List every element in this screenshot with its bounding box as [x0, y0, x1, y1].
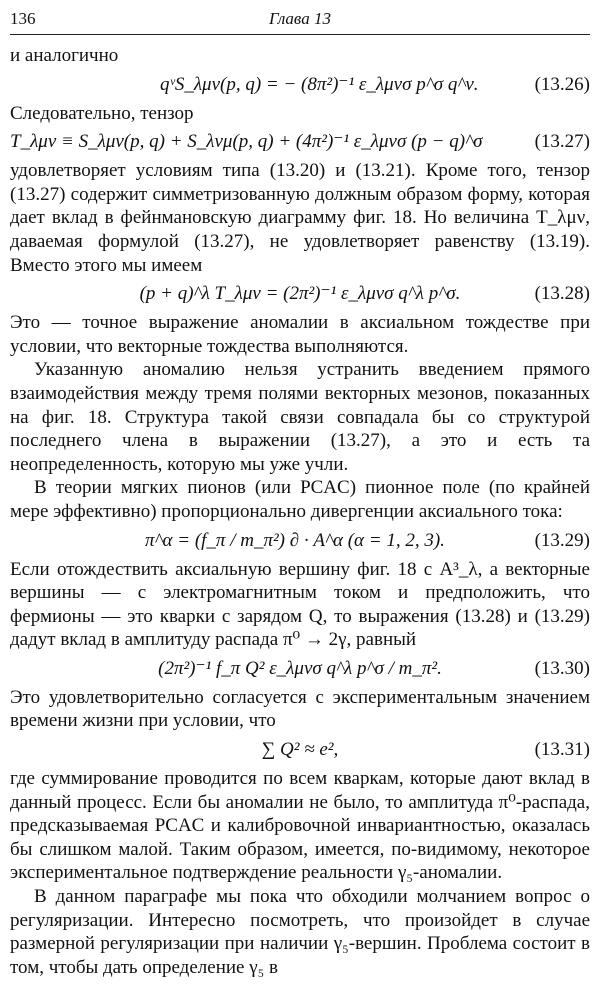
paragraph: Указанную аномалию нельзя устранить введением прямого взаимодействия между тремя полями векторных мезонов, показанных на фиг. 18. Структура такой связи совпадала бы со структурой последнего члена в выражении (13.27), а это и есть та неопределенность, которую мы уже учли.	[10, 359, 590, 475]
equation-13-29	[10, 529, 590, 553]
equation-formula: π^α = (f_π / m_π²) ∂ · A^α (α = 1, 2, 3).	[145, 529, 445, 551]
equation-formula: qᵛS_λμν(p, q) = − (8π²)⁻¹ ε_λμνσ p^σ q^ν.	[160, 73, 479, 95]
equation-13-28	[10, 282, 590, 306]
equation-number: (13.30)	[534, 657, 590, 679]
equation-13-31	[10, 738, 590, 762]
paragraph: Следовательно, тензор	[10, 102, 194, 124]
page-body	[10, 44, 590, 979]
equation-number: (13.28)	[534, 283, 590, 305]
equation-number: (13.31)	[534, 739, 590, 761]
equation-number: (13.29)	[534, 529, 590, 551]
equation-formula: ∑ Q² ≈ e²,	[261, 739, 339, 761]
paragraph: удовлетворяет условиям типа (13.20) и (13.21). Кроме того, тензор (13.27) содержит симметризованную должным образом форму, которая дает вклад в фейнмановскую диаграмму фиг. 18. Но величина T_λμν, даваемая формулой (13.27), не удовлетворяет равенству (13.19). Вместо этого мы имеем	[10, 160, 590, 276]
page-header	[10, 6, 590, 35]
paragraph: Если отождествить аксиальную вершину фиг. 18 с A³_λ, а векторные вершины — с электромагнитным током и предположить, что фермионы — это кварки с зарядом Q, то выражения (13.28) и (13.29) дадут вклад в амплитуду распада π⁰ → 2γ, равный	[10, 558, 590, 651]
equation-13-26	[10, 73, 590, 97]
equation-number: (13.26)	[534, 73, 590, 95]
paragraph: Это — точное выражение аномалии в аксиальном тождестве при условии, что векторные тождества выполняются.	[10, 312, 590, 357]
paragraph: В теории мягких пионов (или PCAC) пионное поле (по крайней мере эффективно) пропорционально дивергенции аксиального тока:	[10, 477, 590, 522]
paragraph: В данном параграфе мы пока что обходили молчанием вопрос о регуляризации. Интересно посмотреть, что произойдет в случае размерной регуляризации при наличии γ₅-вершин. Проблема состоит в том, чтобы дать определение γ₅ в	[10, 886, 590, 978]
equation-13-27	[10, 130, 590, 154]
equation-formula: (p + q)^λ T_λμν = (2π²)⁻¹ ε_λμνσ q^λ p^σ.	[139, 283, 461, 305]
paragraph: Это удовлетворительно согласуется с экспериментальным значением времени жизни при условии, что	[10, 686, 590, 732]
paragraph: где суммирование проводится по всем кваркам, которые дают вклад в данный процесс. Если бы аномалии не было, то амплитуда π⁰-распада, предсказываемая PCAC и калибровочной инвариантностью, оказалась бы слишком малой. Таким образом, имеется, по-видимому, некоторое экспериментальное подтверждение реальности γ₅-аномалии.	[10, 768, 590, 884]
equation-number: (13.27)	[534, 131, 590, 153]
equation-formula: T_λμν ≡ S_λμν(p, q) + S_λνμ(p, q) + (4π²)⁻¹ ε_λμνσ (p − q)^σ	[10, 131, 483, 153]
page-number: 136	[10, 9, 36, 28]
paragraph: и аналогично	[10, 45, 119, 66]
equation-formula: (2π²)⁻¹ f_π Q² ε_λμνσ q^λ p^σ / m_π².	[158, 657, 442, 679]
running-head: Глава 13	[269, 9, 331, 28]
equation-13-30	[10, 657, 590, 681]
